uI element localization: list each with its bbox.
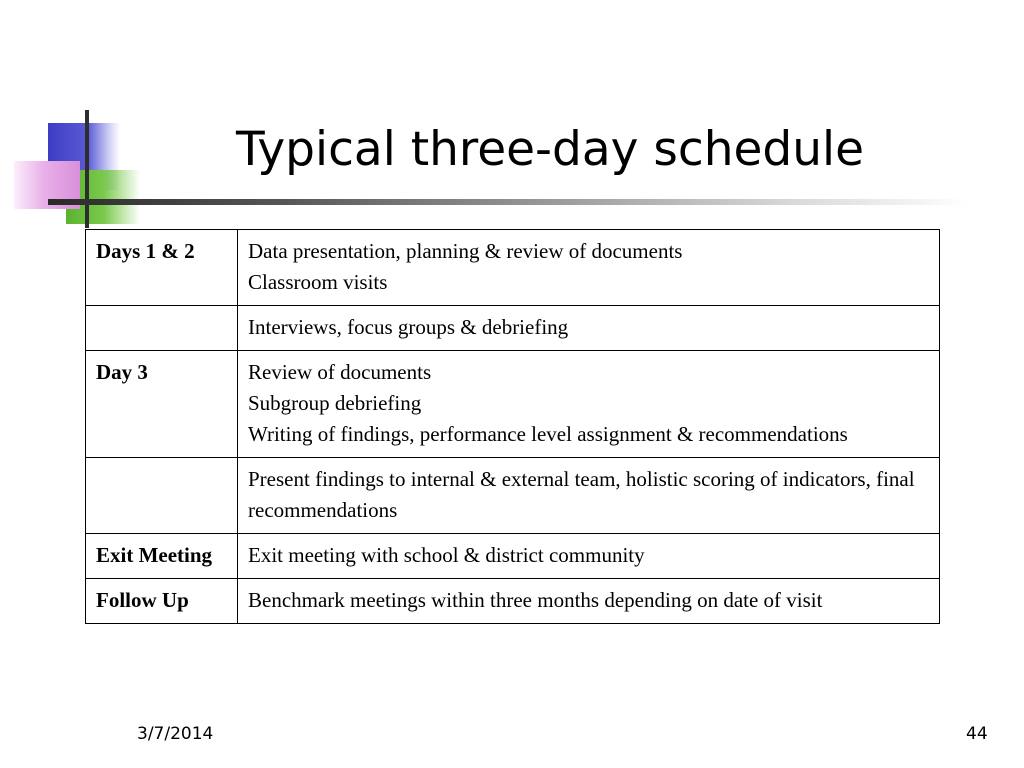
page-number: 44	[966, 724, 988, 744]
slide-title: Typical three-day schedule	[235, 122, 865, 177]
row-label: Exit Meeting	[86, 534, 238, 579]
table-row	[86, 534, 940, 579]
row-activities	[238, 306, 940, 351]
activity-line: Benchmark meetings within three months depending on date of visit	[248, 588, 823, 612]
activity-line: Present findings to internal & external team, holistic scoring of indicators, final recommendations	[248, 467, 915, 522]
activity-line: Interviews, focus groups & debriefing	[248, 315, 569, 339]
row-label: Follow Up	[86, 579, 238, 624]
footer-date: 3/7/2014	[137, 724, 214, 744]
activity-line: Writing of findings, performance level assignment & recommendations	[248, 422, 848, 446]
decorative-vertical-rule	[85, 110, 89, 228]
row-label	[86, 306, 238, 351]
row-activities	[238, 534, 940, 579]
row-activities	[238, 351, 940, 458]
row-label: Day 3	[86, 351, 238, 458]
activity-line: Review of documents	[248, 360, 432, 384]
activity-line: Exit meeting with school & district community	[248, 543, 645, 567]
row-label: Days 1 & 2	[86, 230, 238, 306]
table-row	[86, 579, 940, 624]
title-underline-rule	[48, 199, 968, 205]
activity-line: Subgroup debriefing	[248, 391, 422, 415]
row-activities	[238, 230, 940, 306]
row-activities	[238, 458, 940, 534]
schedule-table	[85, 229, 940, 624]
table-row	[86, 306, 940, 351]
activity-line: Classroom visits	[248, 270, 388, 294]
activity-line: Data presentation, planning & review of documents	[248, 239, 683, 263]
row-label	[86, 458, 238, 534]
table-row	[86, 458, 940, 534]
table-row	[86, 230, 940, 306]
row-activities	[238, 579, 940, 624]
table-row	[86, 351, 940, 458]
